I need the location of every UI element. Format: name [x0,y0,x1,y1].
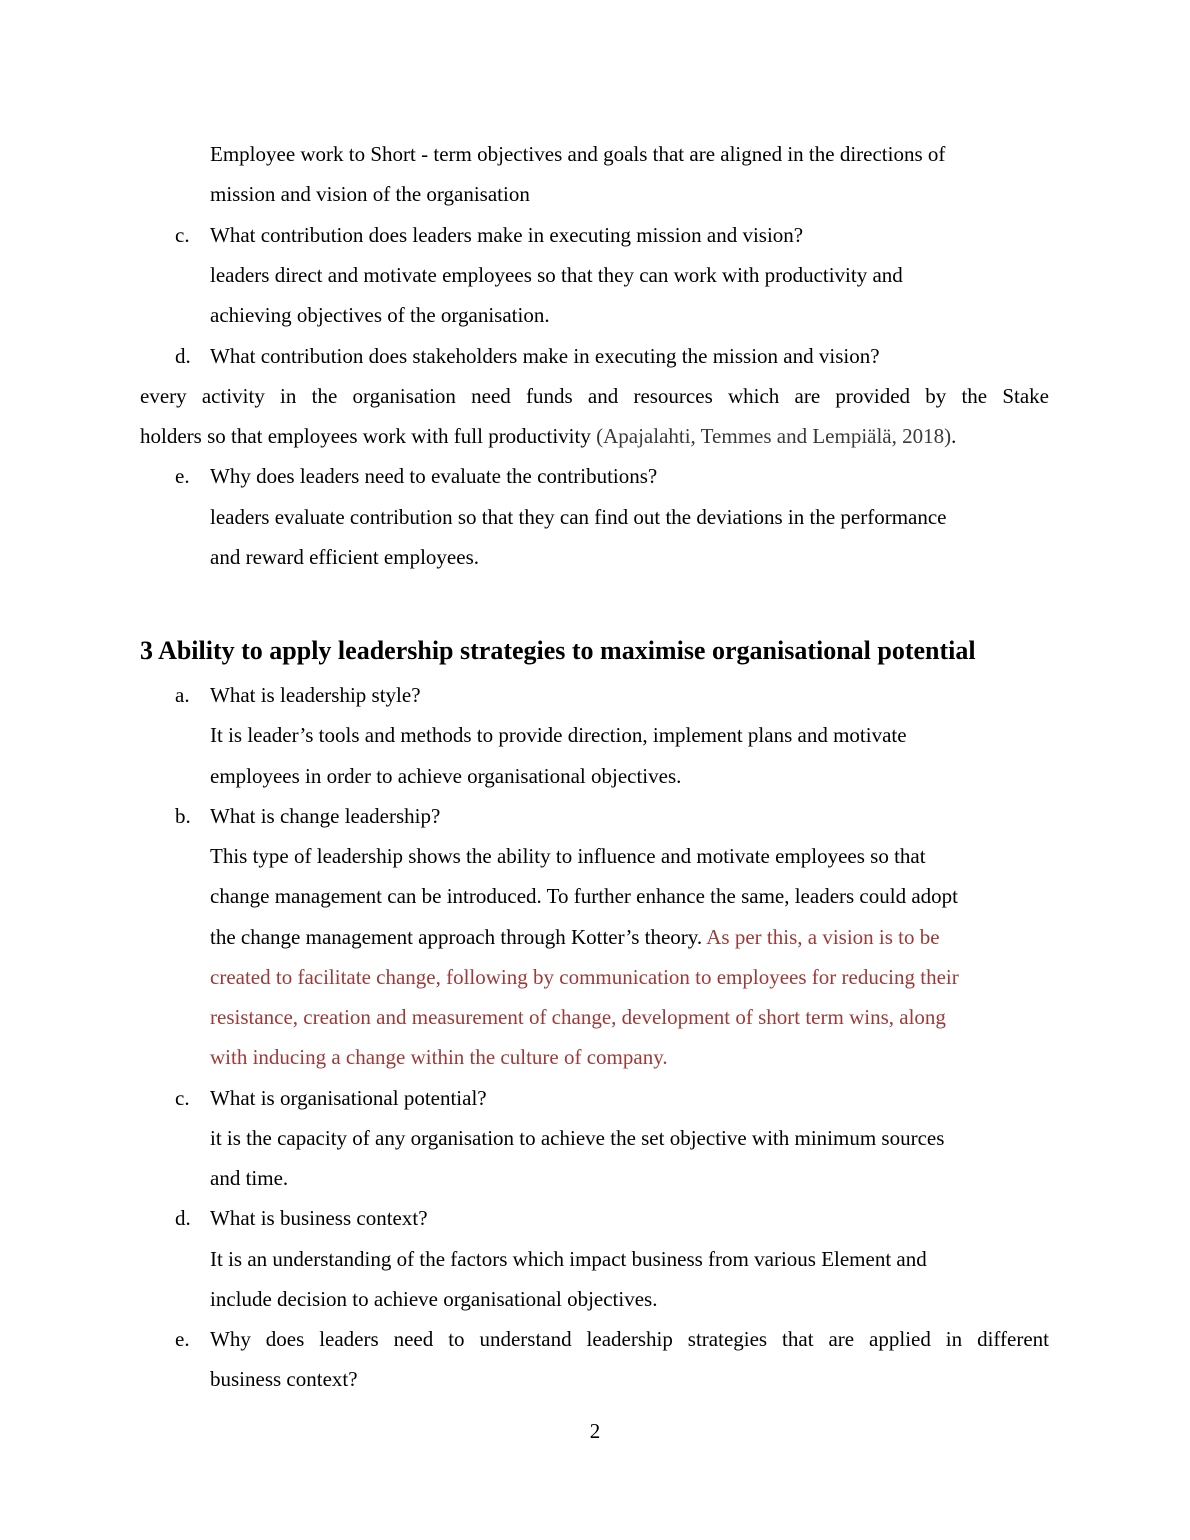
citation: (Apajalahti, Temmes and Lempiälä, 2018) [596,424,952,448]
answer-line: leaders evaluate contribution so that they can find out the deviations in the performance [210,505,947,529]
answer-line-with-citation [140,423,956,449]
question-text: What is organisational potential? [210,1086,487,1110]
question-text: What is business context? [210,1206,428,1230]
answer-line: it is the capacity of any organisation to achieve the set objective with minimum sources [210,1126,945,1150]
question-text: What is change leadership? [210,804,441,828]
list-label: d. [175,344,191,368]
answer-line: This type of leadership shows the ability to influence and motivate employees so that [210,844,926,868]
list-label: e. [175,464,190,488]
answer-line: and reward efficient employees. [210,545,479,569]
answer-line: achieving objectives of the organisation. [210,303,550,327]
answer-text: the change management approach through Kotter’s theory. [210,925,703,949]
section-heading: 3 Ability to apply leadership strategies to maximise organisational potential [140,636,976,665]
answer-line-mixed [210,924,940,950]
question-text: What is leadership style? [210,683,421,707]
list-label: d. [175,1206,191,1230]
highlighted-line: resistance, creation and measurement of change, development of short term wins, along [210,1005,946,1029]
answer-line: change management can be introduced. To further enhance the same, leaders could adopt [210,884,958,908]
list-label: a. [175,683,190,707]
answer-line: It is an understanding of the factors which impact business from various Element and [210,1247,927,1271]
answer-text: holders so that employees work with full productivity [140,424,591,448]
question-text: business context? [210,1367,358,1391]
question-text: What contribution does stakeholders make in executing the mission and vision? [210,344,880,368]
list-label: c. [175,1086,190,1110]
highlighted-line: created to facilitate change, following by communication to employees for reducing their [210,965,959,989]
highlighted-line: with inducing a change within the culture of company. [210,1045,668,1069]
list-label: b. [175,804,191,828]
question-text: Why does leaders need to understand leadership strategies that are applied in different [210,1327,1049,1351]
paragraph-line: Employee work to Short - term objectives and goals that are aligned in the directions of [210,142,946,166]
punctuation: . [951,424,957,448]
list-label: e. [175,1327,190,1351]
question-text: What contribution does leaders make in executing mission and vision? [210,223,804,247]
answer-line: and time. [210,1166,289,1190]
answer-line: leaders direct and motivate employees so that they can work with productivity and [210,263,903,287]
answer-line: employees in order to achieve organisational objectives. [210,764,682,788]
paragraph-line: mission and vision of the organisation [210,182,530,206]
highlighted-text: As per this, a vision is to be [706,925,940,949]
page-number: 2 [589,1419,601,1443]
answer-line: It is leader’s tools and methods to provide direction, implement plans and motivate [210,723,907,747]
list-label: c. [175,223,190,247]
answer-line: include decision to achieve organisational objectives. [210,1287,658,1311]
question-text: Why does leaders need to evaluate the contributions? [210,464,658,488]
answer-line: every activity in the organisation need funds and resources which are provided by the Stake [140,384,1049,408]
